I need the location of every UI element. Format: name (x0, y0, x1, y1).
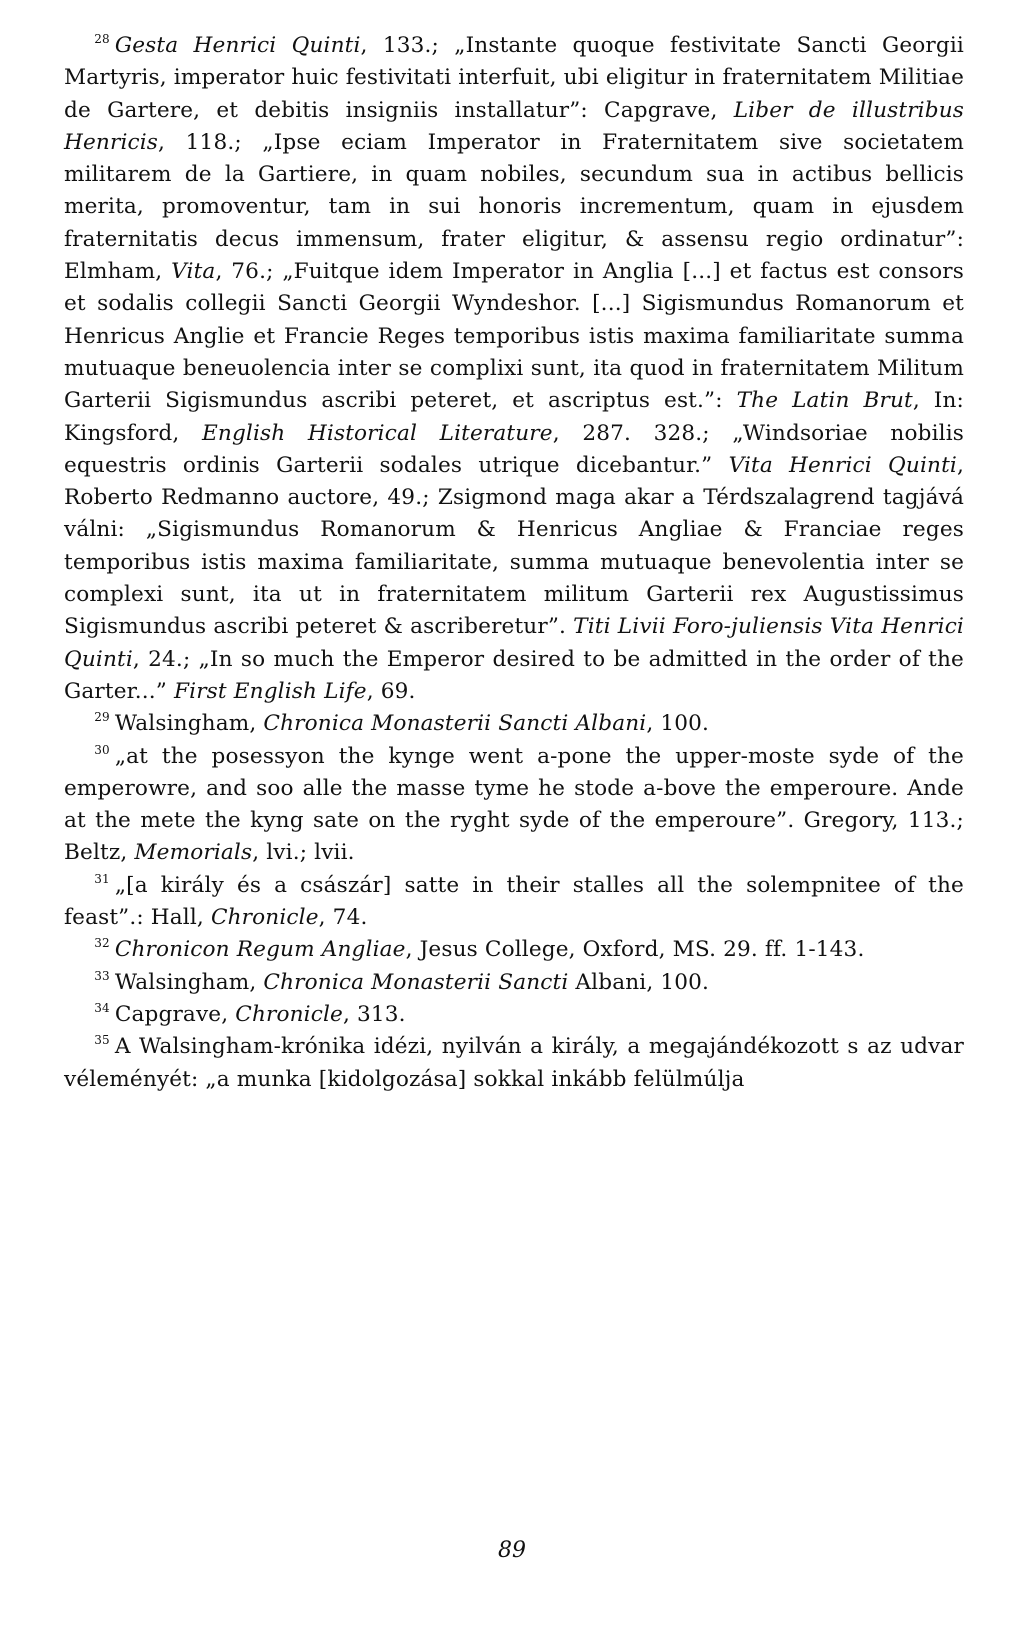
footnote-marker: 30 (94, 742, 110, 757)
text-italic: English Historical Literature (201, 420, 553, 446)
footnote-35 (64, 1031, 964, 1096)
text-italic: First English Life (174, 678, 367, 704)
text-italic: Chronicle (235, 1001, 343, 1027)
text-italic: Chronicle (210, 905, 319, 931)
text: , 118.; „Ipse eciam Imperator in Fraternitatem sive societatem militarem de la Gartiere, in quam nobiles, secundum sua in actibus bellicis merita, promoventur, tam in sui honoris incrementum, quam in ejusdem fraternitatis decus immensum, frater eligitur, & assensu regio ordinatur”: Elmham, (64, 129, 964, 285)
text: „[a király és a császár] satte in their stalles all the solempnitee of the feast”.: Hall, (64, 872, 964, 931)
text: A Walsingham-krónika idézi, nyilván a király, a megajándékozott s az udvar véleményét: „a munka [kidolgozása] sokkal inkább felülmúlja (64, 1034, 964, 1092)
footnote-marker: 33 (94, 968, 110, 983)
footnote-marker: 29 (94, 710, 110, 725)
footnote-33 (64, 967, 964, 999)
text-italic: Chronica Monasterii Sancti Albani (263, 711, 647, 737)
text-italic: The Latin Brut (736, 388, 913, 414)
text-italic: Vita (171, 259, 216, 285)
footnote-marker: 28 (94, 32, 110, 46)
footnotes-block (64, 30, 964, 1096)
text: , Jesus College, Oxford, MS. 29. ff. 1-143. (405, 937, 865, 963)
footnote-31 (64, 870, 964, 935)
footnote-marker: 31 (94, 871, 110, 886)
text-italic: Memorials (134, 840, 253, 866)
text: Albani, 100. (568, 969, 710, 995)
footnote-marker: 32 (94, 936, 110, 951)
text-italic: Gesta Henrici Quinti (114, 33, 361, 58)
text-italic: Liber de illustribus Henricis (64, 97, 964, 155)
text: Capgrave, (114, 1001, 236, 1027)
text-italic: Titi Livii Foro-juliensis Vita Henrici Quinti (64, 614, 964, 672)
text: , 74. (318, 905, 368, 931)
footnote-marker: 35 (94, 1033, 110, 1048)
text: „at the posessyon the kynge went a-pone the upper-moste syde of the emperowre, and soo alle the masse tyme he stode a-bove the emperoure. Ande at the mete the kyng sate on the ryght syde of the emperoure”. Gregory, 113.; Beltz, (64, 743, 964, 866)
text: Walsingham, (114, 711, 264, 737)
text: , Roberto Redmanno auctore, 49.; Zsigmond maga akar a Térdszalagrend tagjává válni: „Sigismundus Romanorum & Henricus Angliae & Franciae reges temporibus istis maxima familiaritate, summa mutuaque benevolentia inter se complexi sunt, ita ut in fraternitatem militum Garterii rex Augustissimus Sigismundus ascribi peteret & ascriberetur”. (64, 452, 964, 640)
footnote-marker: 34 (94, 1000, 110, 1015)
text: , 24.; „In so much the Emperor desired to be admitted in the order of the Garter...” (64, 646, 964, 704)
text: , lvi.; lvii. (252, 840, 355, 866)
text: , 69. (366, 678, 416, 704)
text: Walsingham, (114, 969, 264, 995)
text-italic: Chronica Monasterii Sancti (263, 969, 569, 995)
footnote-32 (64, 934, 964, 966)
footnote-29 (64, 708, 964, 740)
footnote-30 (64, 741, 964, 870)
footnote-34 (64, 999, 964, 1031)
footnote-28 (64, 30, 964, 708)
text: , 133.; „Instante quoque festivitate Sancti Georgii Martyris, imperator huic festivitati interfuit, ubi eligitur in fraternitatem Militiae de Gartere, et debitis insigniis installatur”: Capgrave, (64, 33, 964, 123)
text: , 76.; „Fuitque idem Imperator in Anglia [...] et factus est consors et sodalis collegii Sancti Georgii Wyndeshor. [...] Sigismundus Romanorum et Henricus Anglie et Francie Reges temporibus istis maxima familiaritate summa mutuaque beneuolencia inter se complixi sunt, ita quod in fraternitatem Militum Garterii Sigismundus ascribi peteret, et ascriptus est.”: (64, 259, 964, 414)
text: , In: Kingsford, (64, 388, 964, 446)
text: , 100. (646, 711, 710, 737)
text: , 287. 328.; „Windsoriae nobilis equestris ordinis Garterii sodales utrique dicebantur.” (64, 420, 965, 478)
page-number: 89 (498, 1538, 526, 1563)
text-italic: Chronicon Regum Angliae (114, 937, 406, 963)
text-italic: Vita Henrici Quinti (728, 452, 957, 478)
text: , 313. (342, 1001, 406, 1027)
